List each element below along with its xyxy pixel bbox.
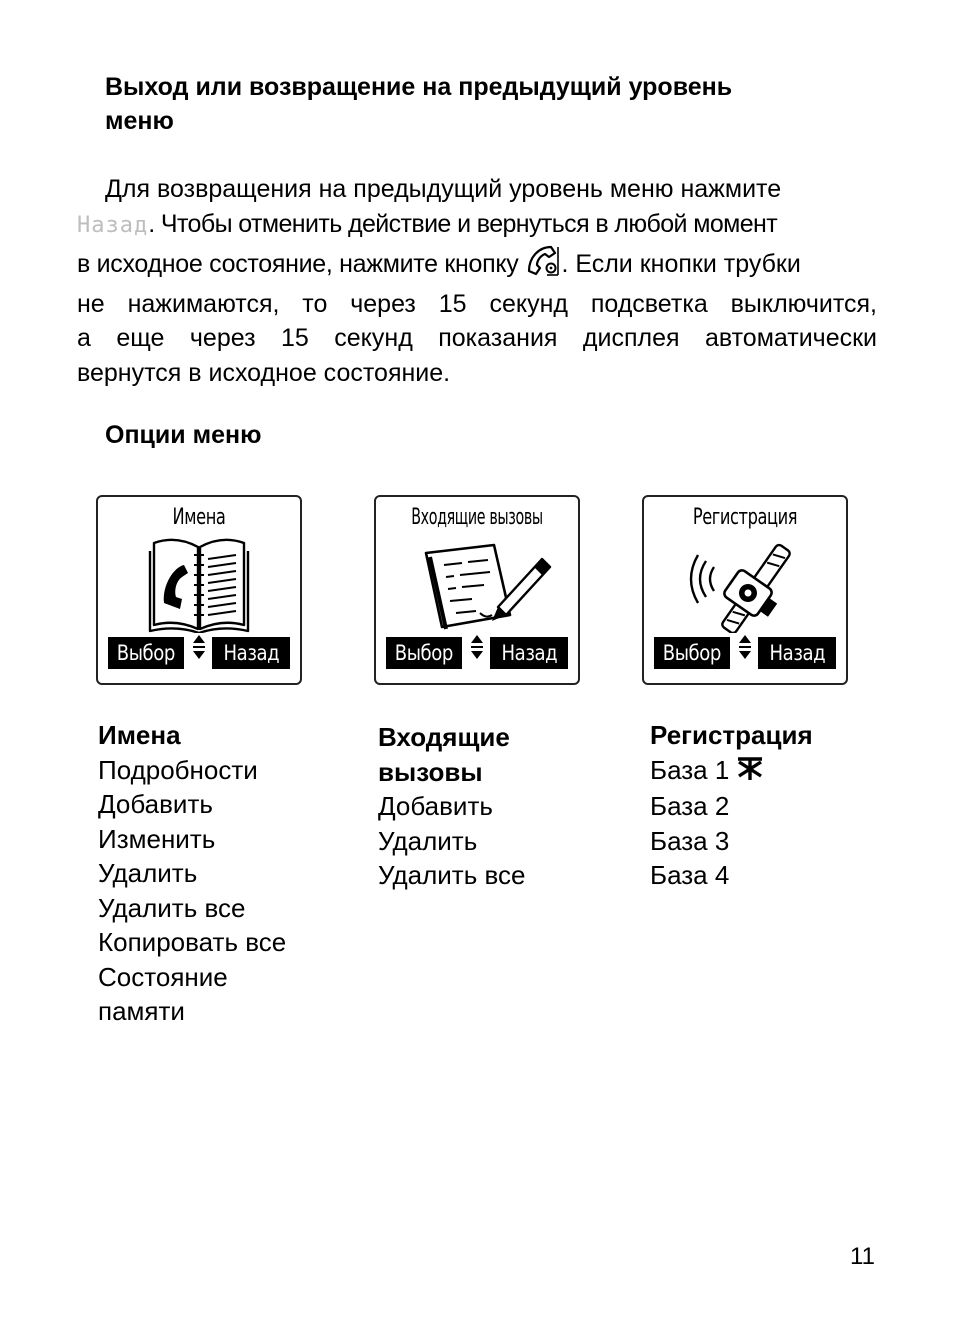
para-line-2: Назад. Чтобы отменить действие и вернуться в любой момент	[77, 209, 778, 238]
select-softkey[interactable]: Выбор	[654, 637, 730, 669]
phonebook-icon	[98, 533, 300, 633]
screen-incoming-calls	[374, 495, 580, 685]
asterisk-icon	[737, 755, 763, 790]
up-down-arrows-icon	[470, 634, 484, 665]
handset-end-call-icon	[525, 243, 561, 287]
list-item: Добавить	[378, 791, 493, 821]
screen-title: Регистрация	[692, 505, 798, 530]
list-item: Состояние	[98, 961, 228, 992]
menu-title: Имена	[98, 720, 181, 750]
para-line-1: Для возвращения на предыдущий уровень меню нажмите	[105, 175, 782, 203]
list-item: Изменить	[98, 823, 216, 854]
back-softkey[interactable]: Назад	[490, 637, 568, 669]
list-item: памяти	[98, 996, 185, 1026]
screen-title: Входящие вызовы	[411, 505, 543, 530]
page-number: 11	[850, 1243, 875, 1270]
list-item: Удалить	[98, 858, 198, 888]
select-softkey[interactable]: Выбор	[386, 637, 462, 669]
menu-title: Входящие	[378, 722, 510, 752]
list-item: База 1	[650, 753, 813, 790]
menu-list-names	[98, 718, 286, 1029]
screen-names	[96, 495, 302, 685]
list-item: Удалить все	[378, 860, 526, 890]
instruction-paragraph	[77, 172, 877, 390]
para-line-6: вернутся в исходное состояние.	[77, 358, 451, 387]
menu-title: Регистрация	[650, 720, 813, 750]
list-item: Копировать все	[98, 927, 287, 957]
para-line-3: в исходное состояние, нажмите кнопку . Если кнопки трубки	[77, 243, 877, 287]
list-item: База 4	[650, 860, 730, 890]
list-item: База 3	[650, 825, 730, 856]
back-softkey[interactable]: Назад	[758, 637, 836, 669]
screen-registration	[642, 495, 848, 685]
para-line-5: а еще через 15 секунд показания дисплея автоматически	[77, 324, 877, 352]
back-softkey[interactable]: Назад	[212, 637, 290, 669]
section-heading-exit: Выход или возвращение на предыдущий уровень меню	[105, 73, 733, 135]
up-down-arrows-icon	[192, 634, 206, 665]
list-item: Удалить все	[98, 892, 246, 923]
back-softkey-word: Назад	[77, 212, 149, 238]
list-item: Подробности	[98, 754, 258, 785]
menu-title-line2: вызовы	[378, 756, 483, 787]
select-softkey[interactable]: Выбор	[108, 637, 184, 669]
menu-list-incoming-calls	[378, 720, 525, 893]
list-item: База 2	[650, 791, 730, 821]
notepad-pen-icon	[376, 533, 578, 633]
section-heading-menu-options: Опции меню	[105, 421, 262, 449]
up-down-arrows-icon	[738, 634, 752, 665]
list-item: Добавить	[98, 789, 213, 819]
list-item: Удалить	[378, 825, 478, 856]
registration-handset-icon	[644, 533, 846, 633]
menu-list-registration	[650, 718, 813, 893]
screen-title: Имена	[172, 505, 226, 530]
para-line-4: не нажимаются, то через 15 секунд подсветка выключится,	[77, 289, 877, 318]
